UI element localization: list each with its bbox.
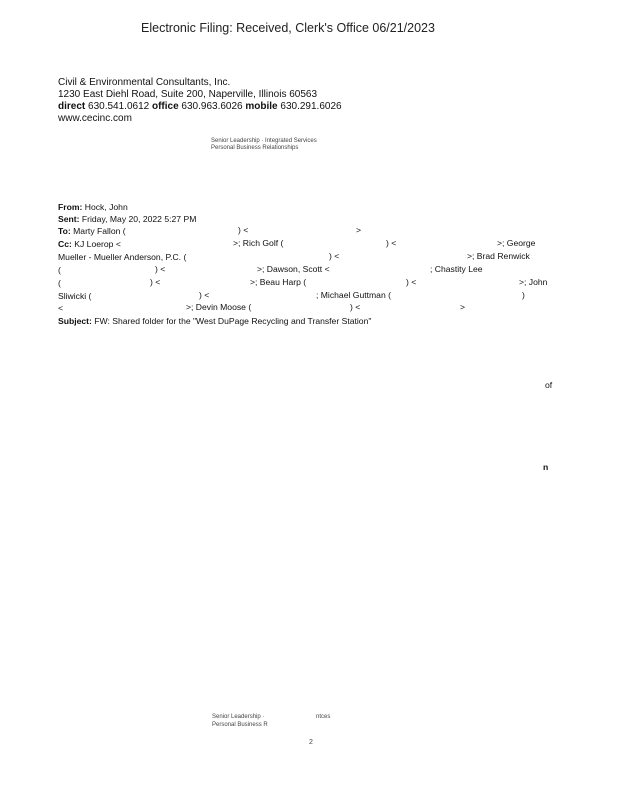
cc-l2-b: ) < xyxy=(329,251,340,261)
sent-value: Friday, May 20, 2022 5:27 PM xyxy=(81,214,197,224)
to-label: To: xyxy=(58,226,71,236)
tagline-bottom-2: ntces xyxy=(316,714,331,720)
cc-l6-c: ) < xyxy=(350,302,361,312)
office-label: office xyxy=(151,101,179,112)
cc-l3-d: ; Chastity Lee xyxy=(430,264,483,274)
from-value: Hock, John xyxy=(84,202,128,212)
tagline-line-1: Senior Leadership · Integrated Services xyxy=(211,138,317,144)
cc-l5-d: ) xyxy=(522,290,525,300)
email-sent xyxy=(58,213,196,226)
subject-label: Subject: xyxy=(58,316,92,326)
email-to-label xyxy=(58,225,126,238)
cc-l4-c: >; Beau Harp ( xyxy=(250,277,307,287)
cc-l5-a: Sliwicki ( xyxy=(58,291,92,301)
cc-l1-c: ) < xyxy=(386,238,397,248)
cc-l3-b: ) < xyxy=(155,264,166,274)
subject-value: FW: Shared folder for the "West DuPage Recycling and Transfer Station" xyxy=(94,316,372,326)
tagline-bottom-3: Personal Business R xyxy=(212,722,268,728)
cc-l3-c: >; Dawson, Scott < xyxy=(257,264,330,274)
cc-l2-a: Mueller - Mueller Anderson, P.C. ( xyxy=(58,252,187,262)
from-label: From: xyxy=(58,202,83,212)
cc-l6-d: > xyxy=(460,302,466,312)
cc-l5-b: ) < xyxy=(199,290,210,300)
cc-l1-b: >; Rich Golf ( xyxy=(233,238,284,248)
page-number: 2 xyxy=(309,739,313,746)
signature-phones xyxy=(58,101,342,113)
signature-address: 1230 East Diehl Road, Suite 200, Naperville, Illinois 60563 xyxy=(58,89,318,100)
cc-l3-a: ( xyxy=(58,265,61,275)
cc-l6-a: < xyxy=(58,303,64,313)
email-from xyxy=(58,201,128,214)
tagline-line-2: Personal Business Relationships xyxy=(211,145,299,151)
cc-l2-c: >; Brad Renwick xyxy=(467,251,530,261)
mobile-phone: 630.291.6026 xyxy=(280,101,342,112)
tagline-bottom-1: Senior Leadership · xyxy=(212,714,265,720)
direct-label: direct xyxy=(58,101,86,112)
to-part-1: Marty Fallon ( xyxy=(73,226,126,236)
cc-l4-e: >; John xyxy=(519,277,548,287)
cc-l6-b: >; Devin Moose ( xyxy=(186,302,252,312)
cc-l1-d: >; George xyxy=(497,238,536,248)
mobile-label: mobile xyxy=(245,101,278,112)
filing-header: Electronic Filing: Received, Clerk's Office 06/21/2023 xyxy=(141,21,435,35)
email-cc-label xyxy=(58,238,121,251)
cc-label: Cc: xyxy=(58,239,72,249)
cc-l4-b: ) < xyxy=(150,277,161,287)
to-part-3: > xyxy=(356,225,362,235)
cc-l1-a: KJ Loerop < xyxy=(74,239,121,249)
cc-l4-d: ) < xyxy=(406,277,417,287)
email-subject xyxy=(58,315,371,328)
signature-company: Civil & Environmental Consultants, Inc. xyxy=(58,77,231,88)
sent-label: Sent: xyxy=(58,214,80,224)
to-part-2: ) < xyxy=(238,225,249,235)
signature-website: www.cecinc.com xyxy=(58,113,132,124)
office-phone: 630.963.6026 xyxy=(181,101,243,112)
cc-l4-a: ( xyxy=(58,278,61,288)
direct-phone: 630.541.0612 xyxy=(88,101,150,112)
fragment-of: of xyxy=(545,380,553,390)
fragment-n: n xyxy=(543,462,549,472)
cc-l5-c: ; Michael Guttman ( xyxy=(316,290,391,300)
